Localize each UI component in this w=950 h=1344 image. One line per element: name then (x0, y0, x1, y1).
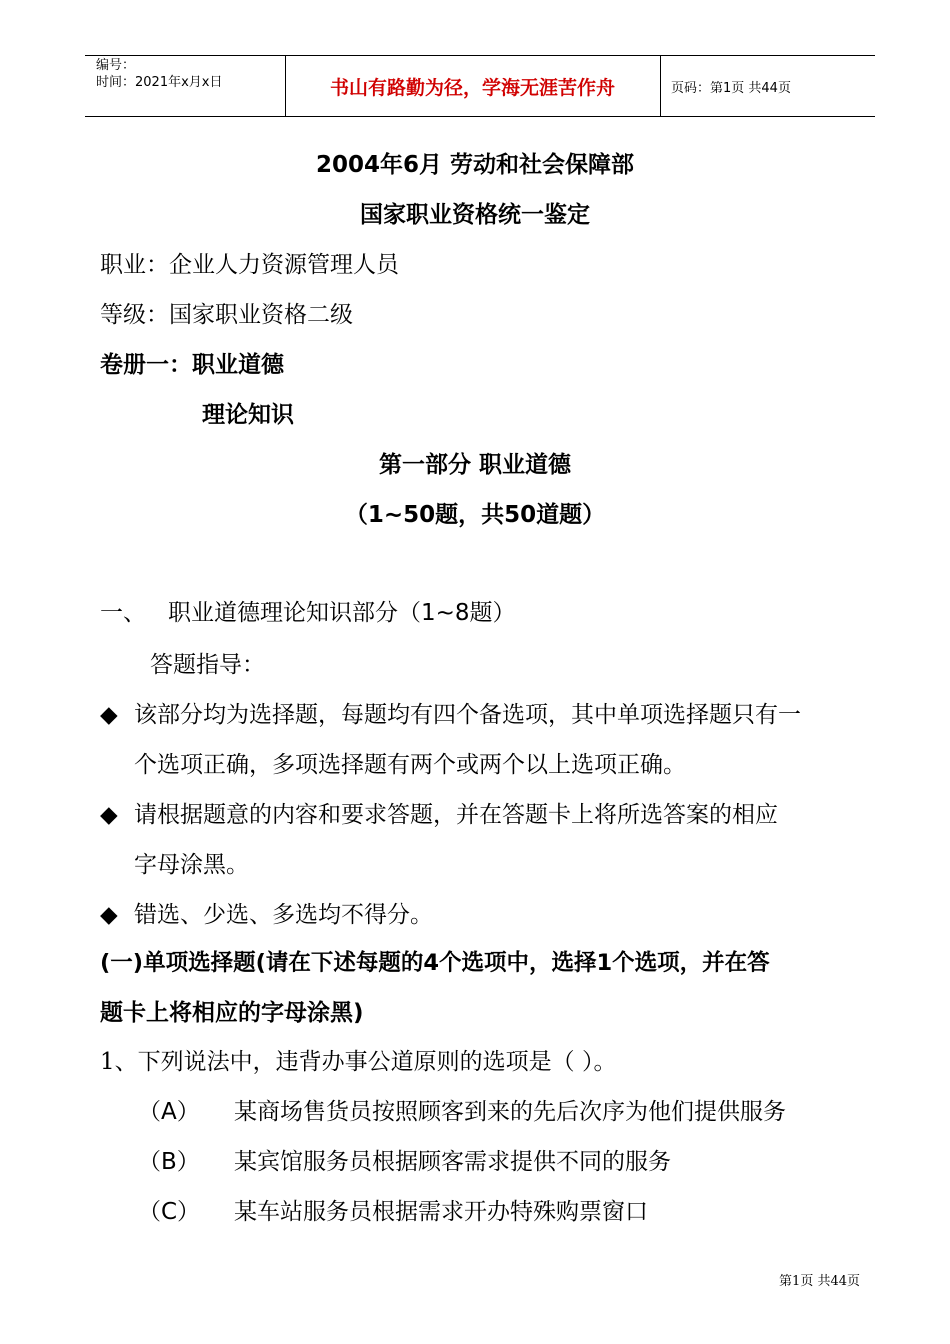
title-line-2: 国家职业资格统一鉴定 (360, 202, 590, 228)
single-choice-heading-line-2: 题卡上将相应的字母涂黑) (100, 1000, 364, 1026)
guide-title: 答题指导： (150, 652, 265, 678)
header-meta (96, 57, 222, 91)
volume-subtitle: 理论知识 (202, 402, 294, 428)
title-line-1: 2004年6月 劳动和社会保障部 (315, 152, 635, 178)
single-choice-heading-line-1: (一)单项选择题(请在下述每题的4个选项中，选择1个选项，并在答 (100, 950, 770, 976)
volume-line: 卷册一：职业道德 (100, 352, 284, 378)
header-divider-right (660, 56, 661, 116)
option-a-label: （A） (138, 1099, 200, 1125)
bullet-icon: ◆ (100, 802, 118, 828)
option-c-text: 某车站服务员根据需求开办特殊购票窗口 (234, 1199, 648, 1225)
bullet-icon: ◆ (100, 702, 118, 728)
occupation-line: 职业：企业人力资源管理人员 (100, 252, 399, 278)
part-range: （1~50题，共50道题） (344, 502, 606, 528)
option-c-label: （C） (138, 1199, 201, 1225)
bullet-2-line-2: 字母涂黑。 (134, 852, 249, 878)
part-title: 第一部分 职业道德 (378, 452, 571, 478)
section-number: 一、 (100, 600, 146, 626)
footer-page-info: 第1页 共44页 (779, 1274, 860, 1289)
level-line: 等级：国家职业资格二级 (100, 302, 353, 328)
document-header (85, 55, 875, 117)
number-label: 编号： (96, 58, 136, 73)
question-1-stem: 1、下列说法中，违背办事公道原则的选项是（ ）。 (100, 1049, 617, 1075)
bullet-icon: ◆ (100, 902, 118, 928)
header-page-info: 页码：第1页 共44页 (671, 80, 791, 96)
time-label: 时间：2021年x月x日 (96, 75, 223, 90)
option-a-text: 某商场售货员按照顾客到来的先后次序为他们提供服务 (234, 1099, 786, 1125)
option-b-text: 某宾馆服务员根据顾客需求提供不同的服务 (234, 1149, 671, 1175)
bullet-3: 错选、少选、多选均不得分。 (134, 902, 433, 928)
section-title: 职业道德理论知识部分（1~8题） (168, 600, 516, 626)
option-b-label: （B） (138, 1149, 200, 1175)
header-motto: 书山有路勤为径，学海无涯苦作舟 (329, 76, 615, 99)
bullet-1-line-1: 该部分均为选择题，每题均有四个备选项，其中单项选择题只有一 (134, 702, 801, 728)
bullet-2-line-1: 请根据题意的内容和要求答题，并在答题卡上将所选答案的相应 (134, 802, 778, 828)
bullet-1-line-2: 个选项正确，多项选择题有两个或两个以上选项正确。 (134, 752, 686, 778)
